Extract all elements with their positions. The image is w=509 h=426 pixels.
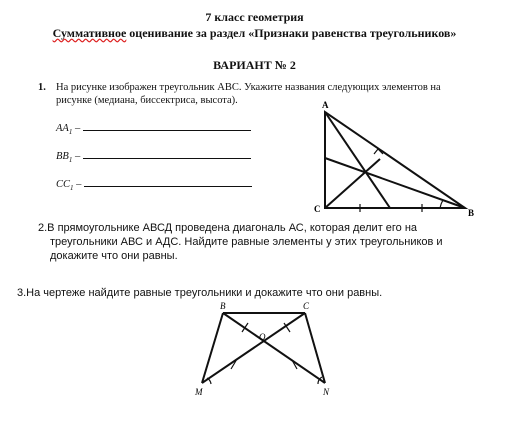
variant-heading: ВАРИАНТ № 2 <box>213 58 296 72</box>
segment-bm <box>202 313 223 383</box>
answer-row-cc1 <box>56 177 252 192</box>
answer-blank-aa1[interactable] <box>83 121 251 131</box>
vertex-label-b: B <box>220 301 226 311</box>
task3-text: 3.На чертеже найдите равные треугольники и докажите что они равны. <box>17 287 383 299</box>
triangle-abc-figure <box>300 98 500 222</box>
vertex-label-o: O <box>259 332 266 342</box>
task2-line1: 2.В прямоугольнике АВСД проведена диагональ АС, которая делит его на <box>38 222 418 234</box>
task1-number: 1. <box>38 82 46 93</box>
answer-blank-bb1[interactable] <box>83 149 251 159</box>
angle-arc <box>440 200 443 208</box>
triangle-abc <box>325 112 465 208</box>
answer-blank-cc1[interactable] <box>84 177 252 187</box>
assessment-title-prefix: Суммативное <box>52 26 127 40</box>
task2-line2: треугольники АВС и АДС. Найдите равные элементы у этих треугольников и <box>50 236 443 248</box>
answer-label-sub: 1 <box>68 156 73 165</box>
answer-label: CC <box>56 179 71 190</box>
segment-bn <box>223 313 325 383</box>
vertex-label-b: B <box>468 208 475 218</box>
segment-cm <box>202 313 305 383</box>
assessment-title <box>0 26 509 41</box>
figure-bcmn <box>185 298 345 400</box>
angle-arc <box>207 378 211 384</box>
task1-text: На рисунке изображен треугольник ABC. Укажите названия следующих элементов на <box>56 82 441 93</box>
answer-dash: – <box>72 123 81 134</box>
answer-label: AA <box>56 123 69 134</box>
task1-text-line1 <box>38 81 441 95</box>
answer-row-aa1 <box>56 121 251 136</box>
answer-row-bb1 <box>56 149 251 164</box>
vertex-label-m: M <box>195 387 203 397</box>
vertex-label-c: C <box>303 301 310 311</box>
task1-text-line2: рисунке (медиана, биссектриса, высота). <box>56 95 238 106</box>
answer-dash: – <box>72 151 81 162</box>
grade-title: 7 класс геометрия <box>205 10 304 24</box>
task2-line3: докажите что они равны. <box>50 250 178 262</box>
answer-dash: – <box>73 179 82 190</box>
segment-cc1 <box>325 159 380 208</box>
assessment-title-rest: оценивание за раздел «Признаки равенства треугольников» <box>126 26 457 40</box>
vertex-label-n: N <box>323 387 330 397</box>
vertex-label-a: A <box>322 100 329 110</box>
answer-label-sub: 1 <box>70 184 74 193</box>
segment-bb1 <box>325 158 465 208</box>
answer-label-sub: 1 <box>68 128 73 137</box>
vertex-label-c: C <box>314 204 321 214</box>
answer-label: BB <box>56 151 69 162</box>
